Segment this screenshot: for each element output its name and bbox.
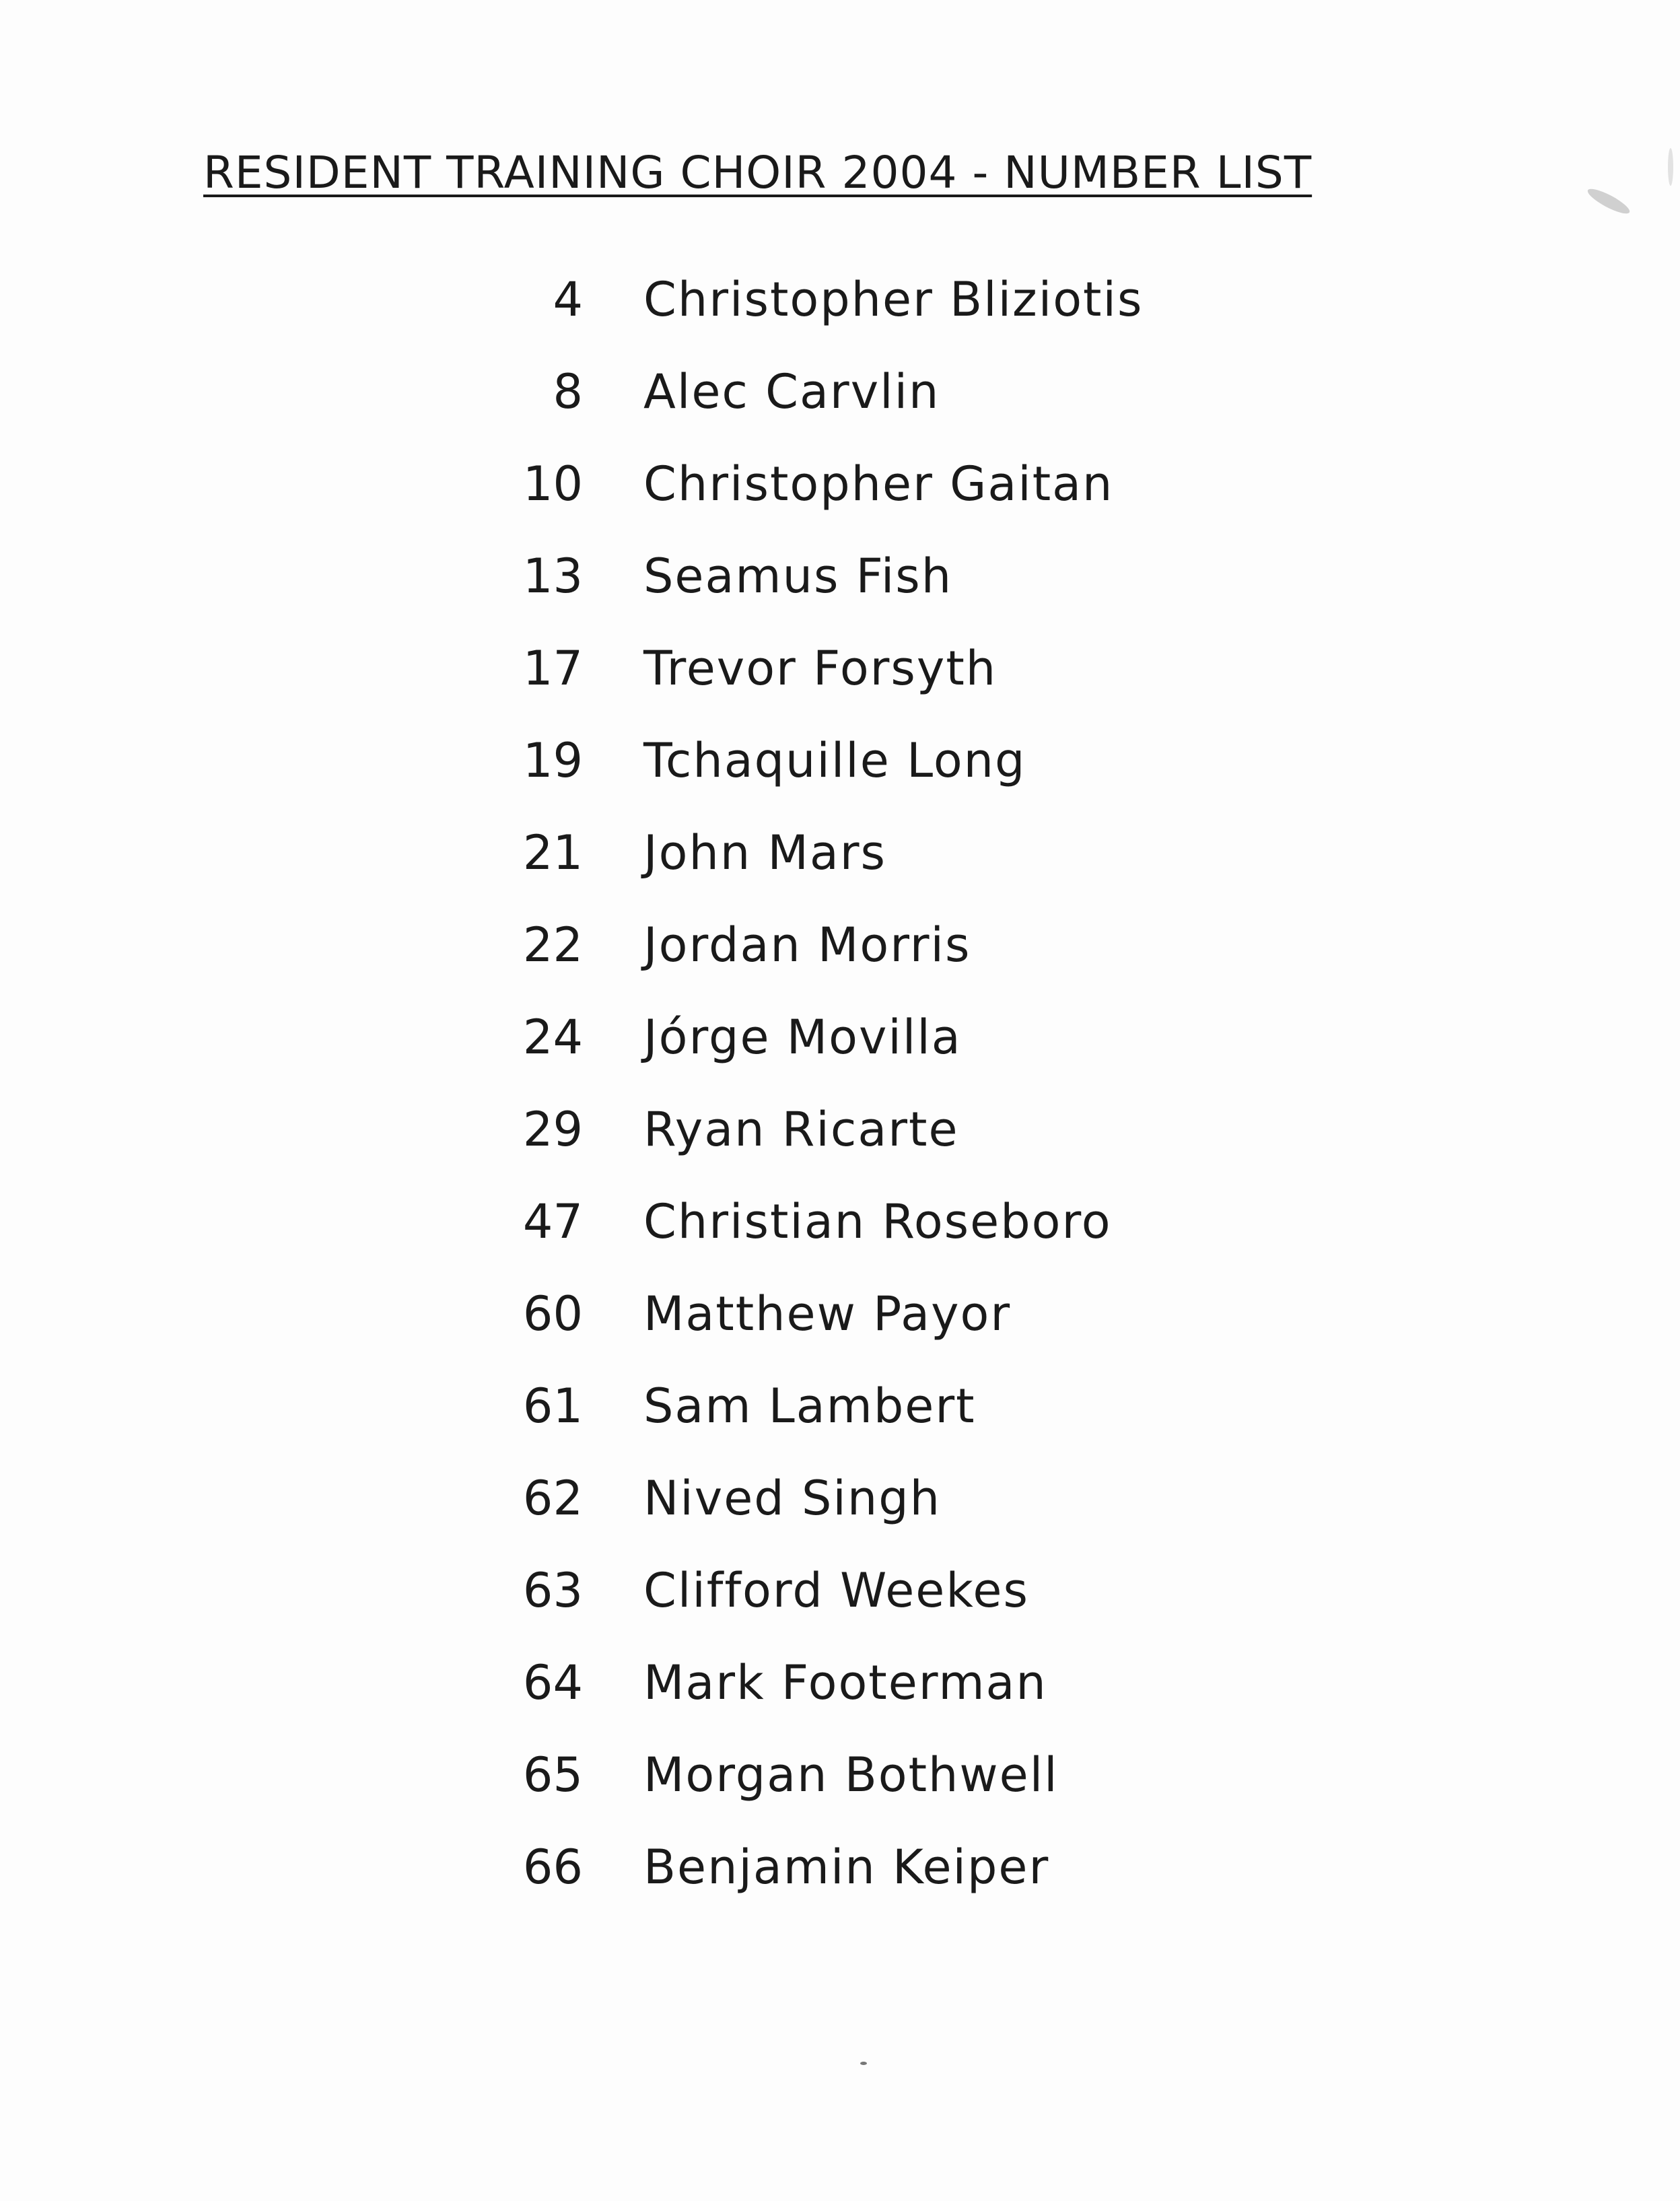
list-item (0, 1004, 1680, 1096)
number-list (0, 266, 1680, 1926)
list-item (0, 543, 1680, 635)
member-name: Nived Singh (643, 1471, 942, 1526)
list-item (0, 1649, 1680, 1741)
member-name: Christopher Bliziotis (643, 272, 1144, 327)
member-name: Mark Footerman (643, 1655, 1047, 1710)
member-name: Christian Roseboro (643, 1194, 1112, 1249)
member-name: Ryan Ricarte (643, 1102, 959, 1157)
member-name: Seamus Fish (643, 549, 953, 604)
list-item (0, 1833, 1680, 1926)
member-name: Benjamin Keiper (643, 1840, 1050, 1895)
member-number: 47 (522, 1194, 583, 1249)
list-item (0, 635, 1680, 727)
member-name: Sam Lambert (643, 1378, 976, 1434)
member-name: Trevor Forsyth (643, 641, 998, 696)
list-item (0, 727, 1680, 819)
document-title: RESIDENT TRAINING CHOIR 2004 - NUMBER LIST (203, 147, 1312, 199)
member-number: 17 (522, 641, 583, 696)
list-item (0, 266, 1680, 358)
member-name: Morgan Bothwell (643, 1747, 1059, 1803)
member-number: 60 (522, 1286, 583, 1341)
member-name: Matthew Payor (643, 1286, 1012, 1341)
list-item (0, 1557, 1680, 1649)
scan-artifact (1585, 185, 1632, 218)
list-item (0, 1188, 1680, 1280)
member-number: 4 (553, 272, 583, 327)
member-number: 8 (553, 364, 583, 419)
list-item (0, 358, 1680, 450)
member-number: 62 (522, 1471, 583, 1526)
scan-artifact (860, 2062, 867, 2065)
member-number: 64 (522, 1655, 583, 1710)
scan-artifact (1668, 148, 1673, 186)
list-item (0, 1465, 1680, 1557)
member-number: 61 (522, 1378, 583, 1434)
member-number: 19 (522, 733, 583, 788)
member-name: Clifford Weekes (643, 1563, 1029, 1618)
member-number: 13 (522, 549, 583, 604)
member-name: Tchaquille Long (643, 733, 1026, 788)
list-item (0, 1372, 1680, 1465)
member-number: 10 (522, 456, 583, 512)
member-number: 66 (522, 1840, 583, 1895)
member-number: 24 (522, 1010, 583, 1065)
member-name: Jordan Morris (643, 917, 971, 973)
member-number: 63 (522, 1563, 583, 1618)
member-name: John Mars (643, 825, 886, 880)
member-name: Jórge Movilla (643, 1010, 962, 1065)
member-number: 22 (522, 917, 583, 973)
list-item (0, 911, 1680, 1004)
list-item (0, 1096, 1680, 1188)
list-item (0, 819, 1680, 911)
member-number: 29 (522, 1102, 583, 1157)
list-item (0, 1741, 1680, 1833)
list-item (0, 1280, 1680, 1372)
member-name: Alec Carvlin (643, 364, 940, 419)
member-name: Christopher Gaitan (643, 456, 1114, 512)
member-number: 21 (522, 825, 583, 880)
list-item (0, 450, 1680, 543)
member-number: 65 (522, 1747, 583, 1803)
